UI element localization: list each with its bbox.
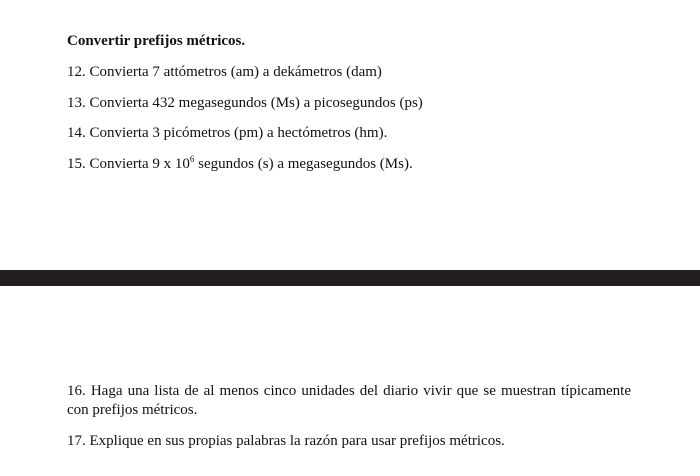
question-15	[67, 155, 413, 174]
question-13: 13. Convierta 432 megasegundos (Ms) a picosegundos (ps)	[67, 95, 423, 111]
question-15-start: 15. Convierta 9 x 10	[67, 156, 190, 172]
question-16: 16. Haga una lista de al menos cinco unidades del diario vivir que se muestran típicamente con prefijos métricos.	[67, 383, 631, 418]
page-divider-bar	[0, 270, 700, 286]
question-15-end: segundos (s) a megasegundos (Ms).	[194, 156, 413, 172]
question-17: 17. Explique en sus propias palabras la razón para usar prefijos métricos.	[67, 433, 505, 449]
section-title: Convertir prefijos métricos.	[67, 33, 246, 49]
question-12: 12. Convierta 7 attómetros (am) a dekámetros (dam)	[67, 64, 382, 80]
question-14: 14. Convierta 3 picómetros (pm) a hectómetros (hm).	[67, 125, 388, 141]
question-15-exponent: 6	[189, 154, 195, 164]
